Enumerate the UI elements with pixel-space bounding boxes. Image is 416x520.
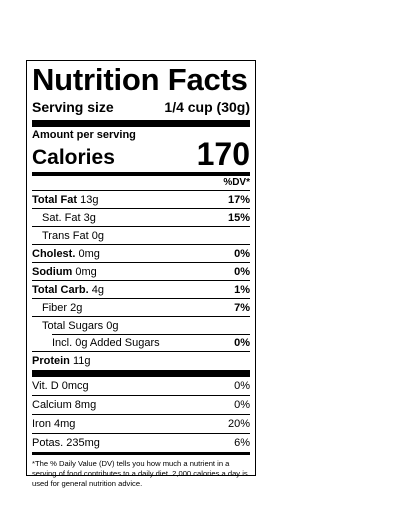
vitamin-label: Calcium	[32, 399, 72, 411]
nutrient-amount: 4g	[91, 283, 104, 296]
nutrient-amount: 0mg	[78, 247, 100, 260]
nutrient-row-protein	[32, 352, 250, 369]
thick-divider	[32, 120, 250, 127]
vitamin-amount: 235mg	[66, 437, 100, 449]
calories-label: Calories	[32, 146, 115, 169]
serving-size-value: 1/4 cup (30g)	[164, 99, 250, 115]
nutrient-row-total-fat	[32, 191, 250, 209]
vitamin-row-iron	[32, 415, 250, 434]
vitamin-dv: 0%	[234, 399, 250, 411]
nutrient-amount: 11g	[72, 354, 91, 367]
nutrient-label: Total Sugars	[42, 319, 104, 332]
nutrient-label: Trans Fat	[42, 229, 89, 242]
nutrient-label: Fiber	[42, 301, 68, 314]
nutrient-row-added-sugars	[32, 334, 250, 352]
amount-per-serving: Amount per serving	[32, 129, 136, 141]
vitamin-amount: 4mg	[54, 418, 76, 430]
nutrient-row-cholesterol	[32, 245, 250, 263]
vitamin-amount: 8mg	[74, 399, 97, 411]
medium-divider	[32, 452, 250, 455]
nutrient-dv: 17%	[227, 193, 250, 206]
vitamin-label: Vit. D	[32, 380, 59, 392]
vitamin-row-calcium	[32, 396, 250, 415]
vitamin-row-d	[32, 377, 250, 396]
nutrient-dv: 7%	[234, 301, 250, 314]
calories-row	[32, 136, 250, 172]
nutrient-row-total-carb	[32, 281, 250, 299]
vitamin-row-potassium	[32, 434, 250, 452]
footnote: *The % Daily Value (DV) tells you how much a nutrient in a serving of food contributes to a daily diet. 2,000 calories a day is used for general nutrition advice.	[32, 459, 248, 488]
nutrient-amount: 3g	[83, 211, 96, 224]
nutrient-label: Sat. Fat	[42, 211, 81, 224]
nutrient-dv: 1%	[234, 283, 250, 296]
vitamin-amount: 0mcg	[61, 380, 89, 392]
vitamin-dv: 6%	[234, 437, 250, 449]
nutrient-amount: 13g	[80, 193, 99, 206]
nutrient-label: Incl. 0g Added Sugars	[52, 336, 160, 349]
nutrient-row-total-sugars	[32, 317, 250, 334]
nutrient-dv: 0%	[234, 336, 250, 349]
nutrient-amount: 0g	[106, 319, 119, 332]
nutrient-row-fiber	[32, 299, 250, 317]
dv-header: %DV*	[32, 177, 250, 191]
vitamin-label: Iron	[32, 418, 51, 430]
nutrient-amount: 2g	[70, 301, 83, 314]
vitamin-label: Potas.	[32, 437, 64, 449]
nutrient-dv: 0%	[234, 247, 250, 260]
serving-size-label: Serving size	[32, 99, 114, 115]
nutrient-dv: 15%	[227, 211, 250, 224]
nutrient-row-sat-fat	[32, 209, 250, 227]
nutrient-amount: 0mg	[75, 265, 97, 278]
serving-size-row	[32, 98, 250, 116]
vitamin-dv: 0%	[234, 380, 250, 392]
vitamin-dv: 20%	[227, 418, 250, 430]
calories-value: 170	[196, 136, 250, 172]
nutrient-row-sodium	[32, 263, 250, 281]
nutrient-amount: 0g	[91, 229, 104, 242]
nutrition-label	[26, 60, 256, 488]
nutrient-dv: 0%	[234, 265, 250, 278]
label-title: Nutrition Facts	[32, 62, 248, 97]
nutrient-label: Cholest.	[32, 247, 76, 260]
nutrient-label: Sodium	[32, 265, 73, 278]
nutrient-row-trans-fat	[32, 227, 250, 245]
nutrient-label: Protein	[32, 354, 70, 367]
nutrient-label: Total Fat	[32, 193, 78, 206]
nutrient-label: Total Carb.	[32, 283, 89, 296]
medium-divider	[32, 172, 250, 176]
thick-divider	[32, 370, 250, 377]
